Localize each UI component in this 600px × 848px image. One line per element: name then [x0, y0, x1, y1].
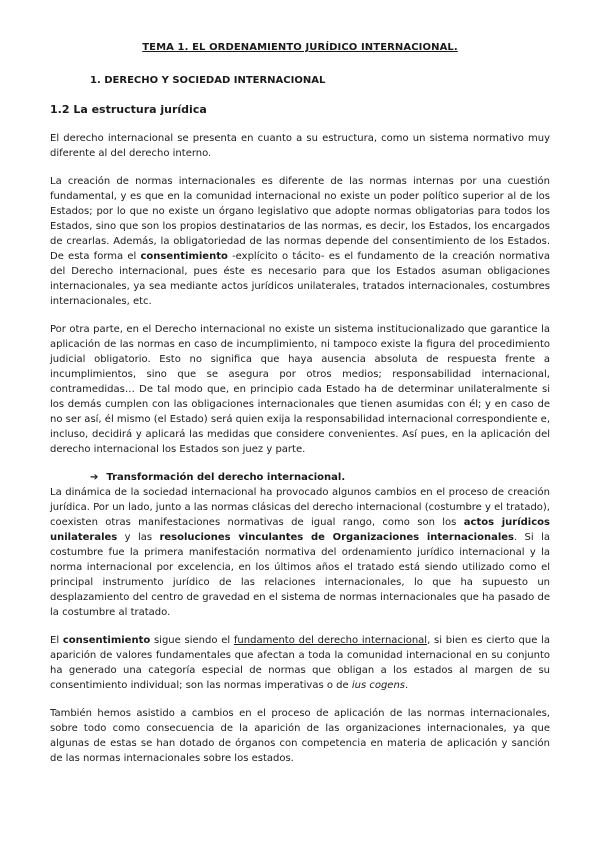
- paragraph-5: El consentimiento sigue siendo el fundamento del derecho internacional, si bien es cierto que la aparición de valores fundamentales que afectan a toda la comunidad internacional en su conjunto ha generado una categoría especial de normas que obligan a los estados al margen de su consentimiento individual; son las normas imperativas o de ius cogens.: [50, 635, 550, 691]
- paragraph-1: El derecho internacional se presenta en cuanto a su estructura, como un sistema normativo muy diferente al del derecho interno.: [50, 133, 550, 159]
- bold-term: actos jurídicos unilaterales: [50, 517, 550, 543]
- bold-term: consentimiento: [140, 251, 228, 262]
- italic-term: ius cogens: [351, 680, 405, 691]
- arrow-heading: ➔ Transformación del derecho internacional.: [90, 472, 346, 483]
- subsection-heading: 1.2 La estructura jurídica: [50, 103, 207, 116]
- paragraph-6: También hemos asistido a cambios en el proceso de aplicación de las normas internacionales, sobre todo como consecuencia de la aparición de las organizaciones internacionales, ya que algunas de estas se han dotado de órganos con competencia en materia de aplicación y sanción de las normas internacionales sobre los estados.: [50, 708, 550, 764]
- bold-term: resoluciones vinculantes de Organizaciones internacionales: [159, 532, 514, 543]
- section-heading: 1. DERECHO Y SOCIEDAD INTERNACIONAL: [90, 75, 326, 86]
- bold-term: consentimiento: [62, 635, 151, 646]
- document-title: TEMA 1. EL ORDENAMIENTO JURÍDICO INTERNACIONAL.: [142, 42, 458, 53]
- paragraph-4: La dinámica de la sociedad internacional ha provocado algunos cambios en el proceso de creación jurídica. Por un lado, junto a las normas clásicas del derecho internacional (costumbre y el tratado), coexisten otras manifestaciones normativas de igual rango, como son los actos jurídicos unilaterales y las resoluciones vinculantes de Organizaciones internacionales. Si la costumbre fue la primera manifestación normativa del ordenamiento jurídico internacional y la norma internacional por excelencia, en los últimos años el tratado está siendo utilizado como el principal instrumento jurídico de las relaciones internacionales, lo que ha supuesto un desplazamiento del centro de gravedad en el sistema de normas internacionales que ha pasado de la costumbre al tratado.: [50, 487, 550, 618]
- right-arrow-icon: ➔: [90, 472, 99, 483]
- underlined-term: fundamento del derecho internacional: [233, 635, 428, 646]
- paragraph-3: Por otra parte, en el Derecho internacional no existe un sistema institucionalizado que garantice la aplicación de las normas en caso de incumplimiento, ni tampoco existe la figura del procedimiento judicial obligatorio. Esto no significa que haya ausencia absoluta de respuesta frente a incumplimientos, sino que se asegura por otros medios; responsabilidad internacional, contramedidas… De tal modo que, en principio cada Estado ha de determinar unilateralmente si los demás cumplen con las obligaciones internacionales que tienen asumidas con él; y en caso de no ser así, él mismo (el Estado) será quien exija la responsabilidad internacional correspondiente e, incluso, decidirá y aplicará las medidas que considere convenientes. Así pues, en la aplicación del derecho internacional los Estados son juez y parte.: [50, 324, 550, 455]
- paragraph-2: La creación de normas internacionales es diferente de las normas internas por una cuestión fundamental, y es que en la comunidad internacional no existe un poder político superior al de los Estados; por lo que no existe un órgano legislativo que adopte normas obligatorias para todos los Estados, sino que son los propios destinatarios de las normas, es decir, los Estados, los encargados de crearlas. Además, la obligatoriedad de las normas depende del consentimiento de los Estados. De esta forma el consentimiento -explícito o tácito- es el fundamento de la creación normativa del Derecho internacional, pues éste es necesario para que los Estados asuman obligaciones internacionales, ya sea mediante actos jurídicos unilaterales, tratados internacionales, costumbres internacionales, etc.: [50, 176, 550, 307]
